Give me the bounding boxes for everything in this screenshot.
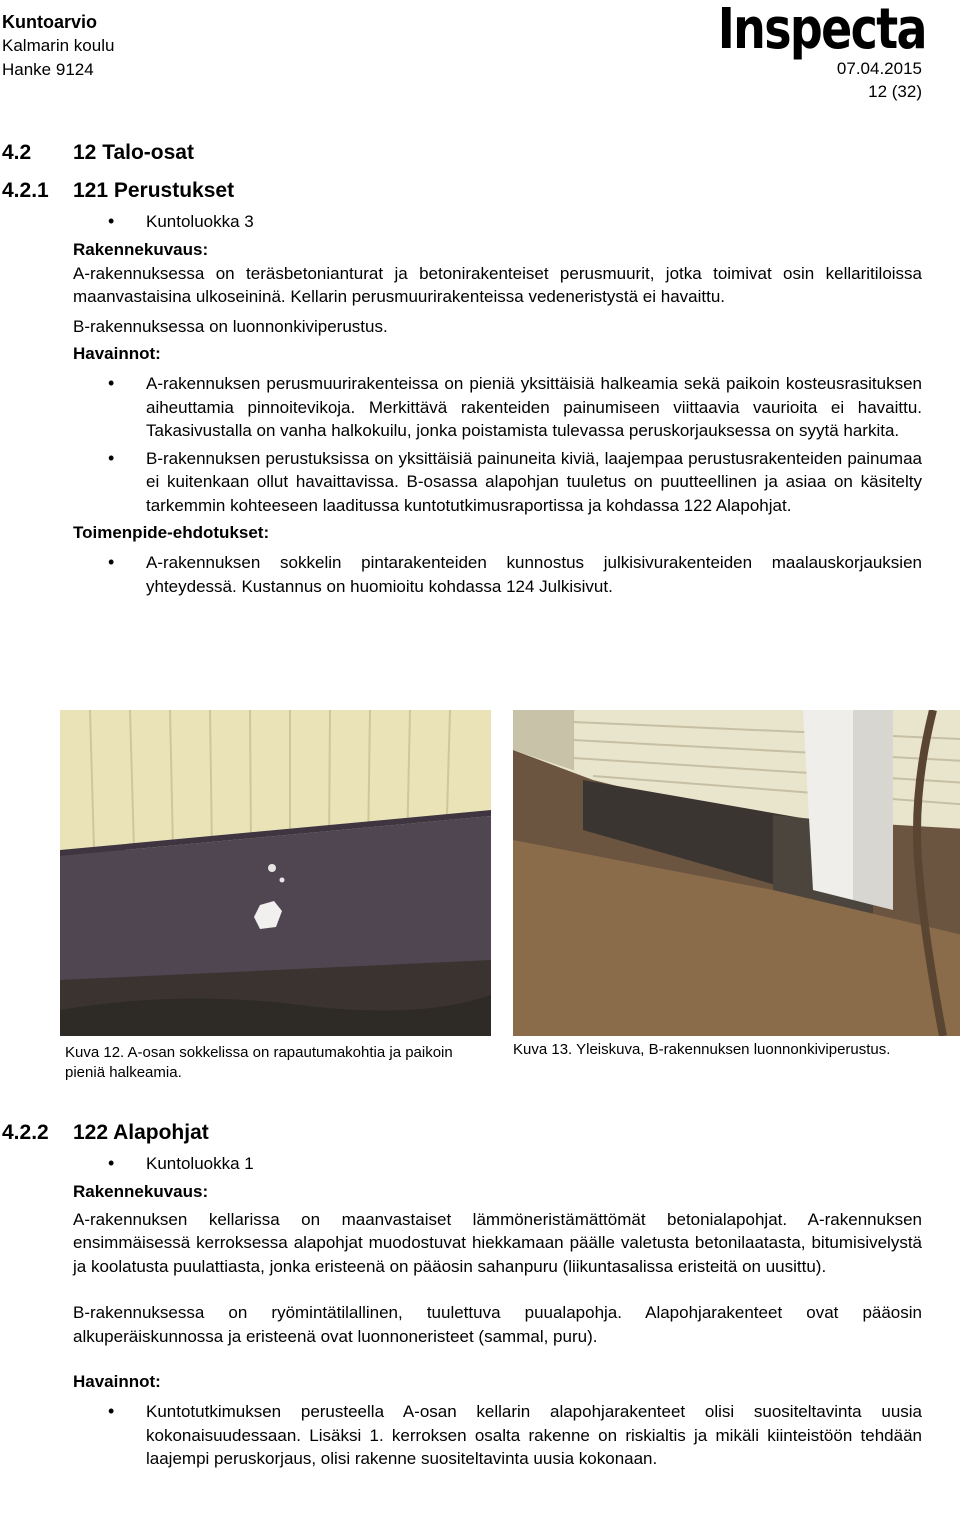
report-title: Kuntoarvio [2,12,98,32]
actions-label: Toimenpide-ehdotukset: [73,523,270,542]
photo-plinth-a [60,710,491,1036]
observations-label: Havainnot: [73,1372,161,1391]
condition-list [146,1152,922,1176]
photo-stone-foundation-b [513,710,960,1036]
section-heading-4-2 [0,134,960,172]
page-number: 12 (32) [868,82,922,101]
list-item: • Kuntotutkimuksen perusteella A-osan kellarin alapohjarakenteet olisi suositeltavinta uusia kokonaisuudessaan. Lisäksi 1. kerroksen osalta rakenne on riskialtis ja mikäli kiinteistöön tehdään laajempi peruskorjaus, olisi rakenne suositeltavinta uusia kokonaan. [146,1400,922,1471]
lower-content [0,1114,960,1475]
observations-list [146,372,922,517]
report-date: 07.04.2015 [836,59,922,78]
description-paragraph: A-rakennuksen kellarissa on maanvastaiset lämmöneristämättömät betonialapohjat. A-rakennuksen ensimmäisessä kerroksessa alapohjat muodostuvat hiekkamaan päälle valetusta betonilaatasta, bitumisivelystä ja koolatusta puulattiasta, jonka eristeenä on pääosin sahanpuru (liikuntasalissa eristeitä on uusittu). [73,1209,922,1276]
list-item: • B-rakennuksen perustuksissa on yksittäisiä painuneita kiviä, laajempaa perustusrakenteiden painumaa ei kuitenkaan ollut havaittavissa. B-osassa alapohjan tuuletus on puutteellinen ja asiaa on käsitelty tarkemmin kohteeseen laaditussa kuntotutkimusraportissa ja kohdassa 122 Alapohjat. [146,447,922,518]
section-title: 122 Alapohjat [73,1121,209,1144]
description-paragraph: B-rakennuksessa on ryömintätilallinen, tuulettuva puualapohja. Alapohjarakenteet ovat pääosin alkuperäiskunnossa ja eristeenä ovat luonnoneristeet (sammal, puru). [73,1303,922,1346]
figures [60,710,924,1080]
project-number: Hanke 9124 [2,60,94,79]
inspecta-logo: Inspecta [717,0,926,62]
section-title: 121 Perustukset [73,179,235,202]
header-left [2,10,114,82]
section-heading-4-2-1 [0,172,960,210]
section-number: 4.2.2 [2,1121,49,1144]
page-header [0,0,960,110]
description-label: Rakennekuvaus: [73,1181,209,1201]
observations-list [146,1400,922,1471]
upper-content [0,134,960,602]
figure-caption-13: Kuva 13. Yleiskuva, B-rakennuksen luonnonkiviperustus. [513,1041,891,1058]
description-paragraph: A-rakennuksessa on teräsbetonianturat ja betonirakenteiset perusmuurit, jotka toimivat osin kellaritiloissa maanvastaisina ulkoseininä. Kellarin perusmuurirakenteissa vedeneristystä ei havaittu. [73,263,922,306]
section-number: 4.2.1 [2,179,49,202]
section-heading-4-2-2 [0,1114,960,1152]
actions-list [146,551,922,598]
condition-list [146,210,922,234]
condition-class: • Kuntoluokka 1 [146,1152,922,1176]
section-title: 12 Talo-osat [73,141,194,164]
figure-caption-12: Kuva 12. A-osan sokkelissa on rapautumakohtia ja paikoin pieniä halkeamia. [65,1044,453,1081]
report-subtitle: Kalmarin koulu [2,36,115,55]
list-item: • A-rakennuksen sokkelin pintarakenteiden kunnostus julkisivurakenteiden maalauskorjauksien yhteydessä. Kustannus on huomioitu kohdassa 124 Julkisivut. [146,551,922,598]
section-number: 4.2 [2,141,32,164]
observations-label: Havainnot: [73,344,161,363]
list-item: • A-rakennuksen perusmuurirakenteissa on pieniä yksittäisiä halkeamia sekä paikoin kosteusrasituksen aiheuttamia pinnoitevikoja. Merkittävä rakenteiden painumiseen viittaavia vaurioita ei havaittu. Takasivustalla on vanha halkokuilu, jonka poistamista tulevassa peruskorjauksessa on syytä harkita. [146,372,922,443]
description-paragraph: B-rakennuksessa on luonnonkiviperustus. [73,316,388,336]
description-label: Rakennekuvaus: [73,239,209,259]
condition-class: • Kuntoluokka 3 [146,210,922,234]
